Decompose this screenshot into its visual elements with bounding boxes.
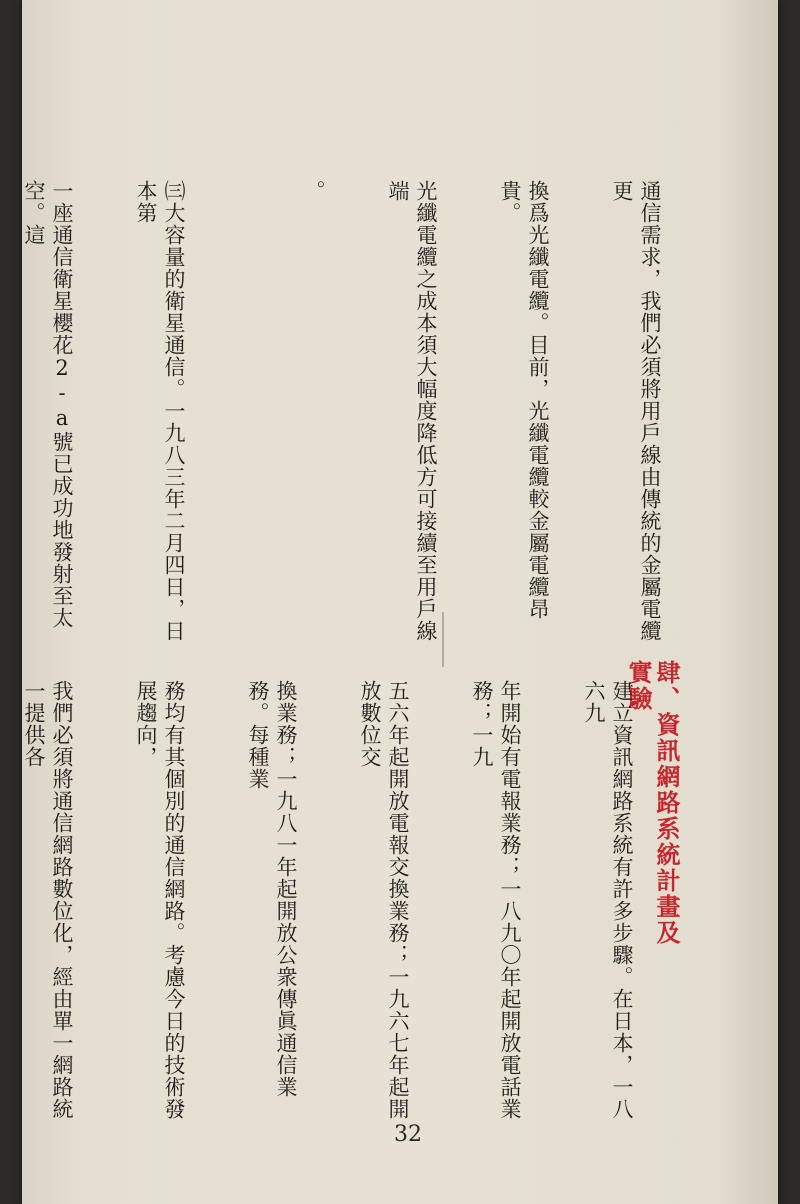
heading-text: 肆、資訊網路系統計畫及實驗	[624, 660, 681, 946]
top-text-block	[22, 180, 720, 652]
text-line: 換業務；一九八一年起開放公衆傳眞通信業務。每種業	[246, 680, 298, 1098]
book-page	[22, 0, 778, 1204]
pencil-mark	[442, 612, 456, 667]
text-line: 年開始有電報業務；一八九〇年起開放電話業務；一九	[470, 680, 522, 1120]
text-line: 五六年起開放電報交換業務；一九六七年起開放數位交	[358, 680, 410, 1120]
text-line: 換爲光纖電纜。目前，光纖電纜較金屬電纜昂貴。	[498, 180, 550, 620]
page-number: 32	[394, 1122, 422, 1147]
text-line: 光纖電纜之成本須大幅度降低方可接續至用戶線端	[386, 180, 438, 642]
section-heading	[624, 660, 736, 960]
text-line: 。	[302, 180, 326, 202]
text-line: ㈢大容量的衛星通信。一九八三年二月四日，日本第	[134, 180, 186, 642]
text-line: 一座通信衛星櫻花2-a號已成功地發射至太空。這	[22, 180, 74, 629]
text-line: 通信需求，我們必須將用戶線由傳統的金屬電纜更	[610, 180, 662, 642]
bottom-text-block	[20, 680, 692, 1120]
text-line: 我們必須將通信網路數位化，經由單一網路統一提供各	[22, 680, 74, 1120]
text-line: 建立資訊網路系統有許多步驟。在日本，一八六九	[582, 680, 634, 1120]
text-line: 務均有其個別的通信網路。考慮今日的技術發展趨向，	[134, 680, 186, 1120]
